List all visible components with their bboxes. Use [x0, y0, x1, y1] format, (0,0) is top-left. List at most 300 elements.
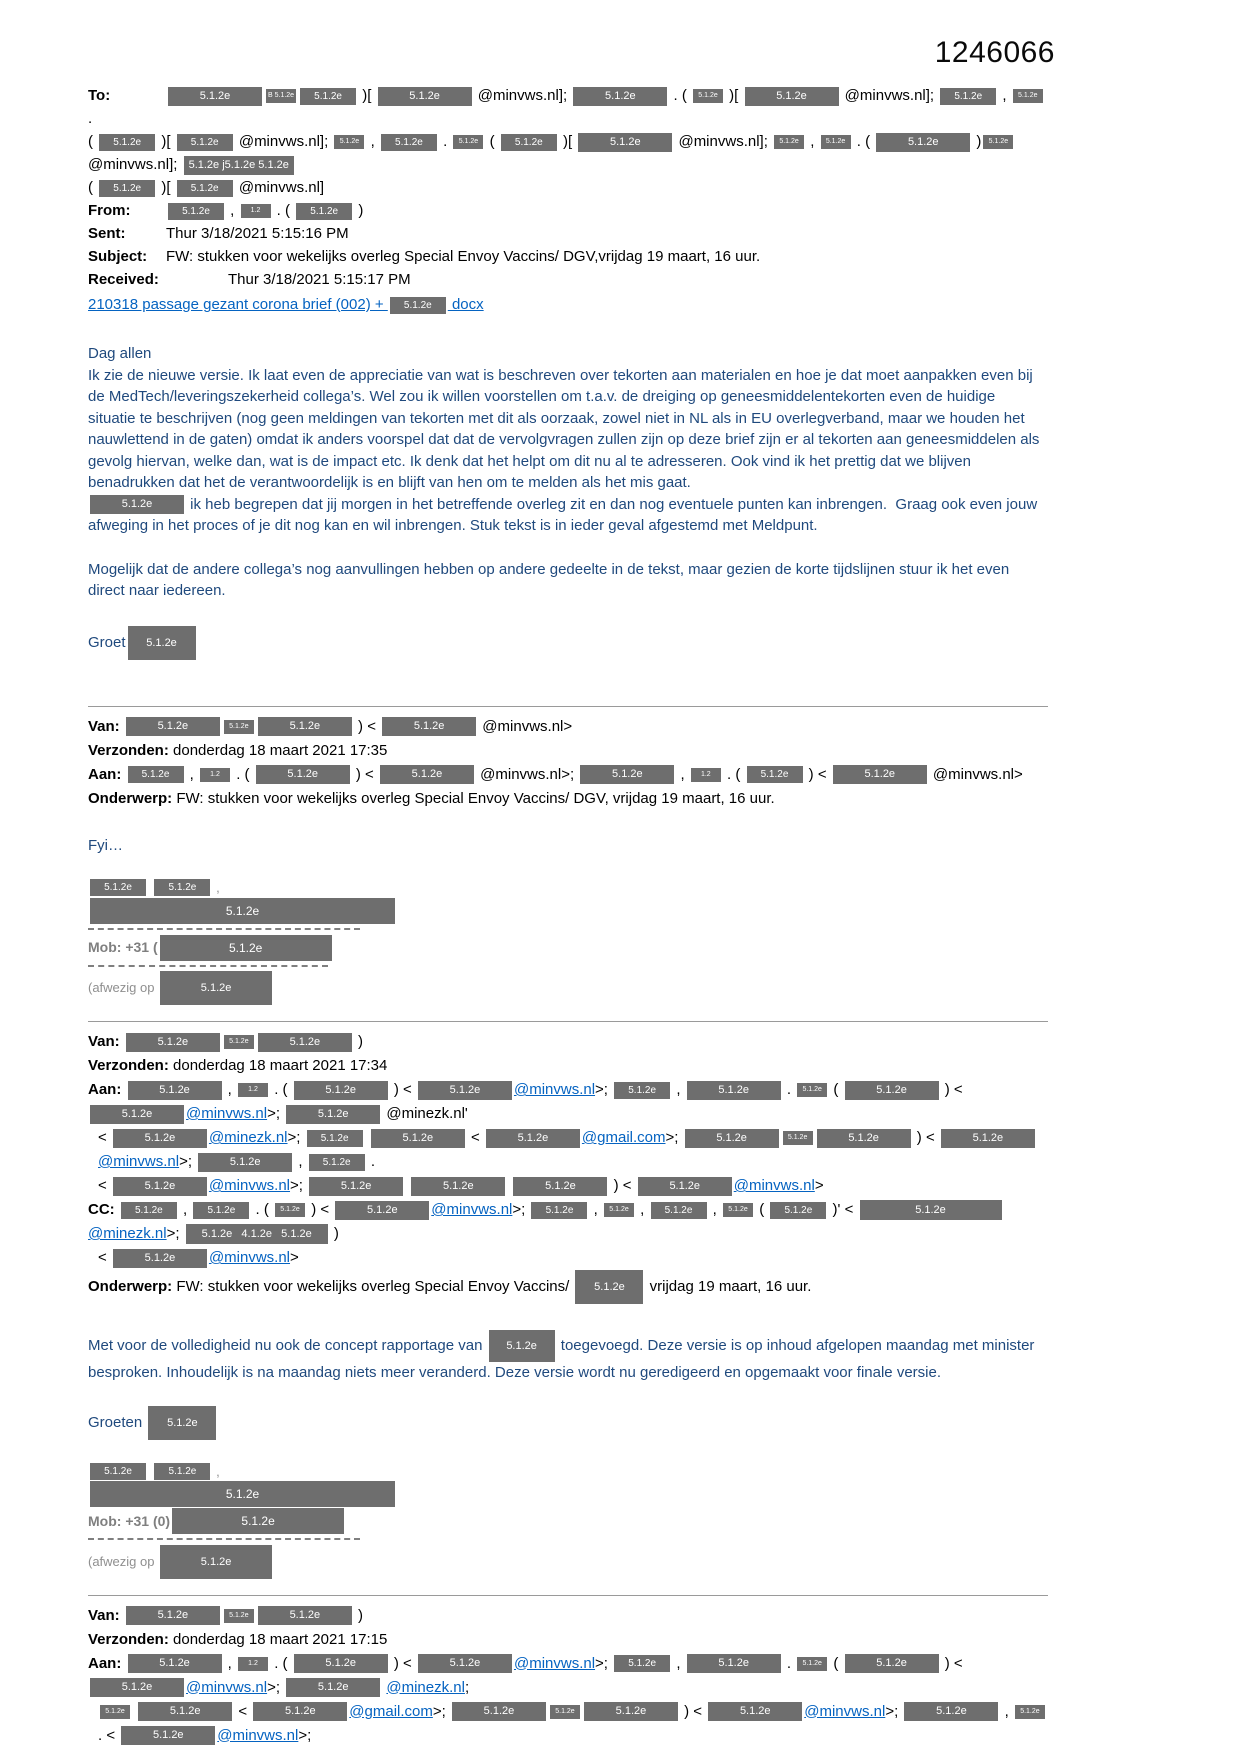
redaction-box: 5.1.2e: [224, 1609, 254, 1623]
redaction-box: 5.1.2e: [876, 133, 970, 152]
text-run: .: [366, 1153, 376, 1170]
subject-row: [88, 245, 1048, 268]
redaction-box: 5.1.2e: [168, 87, 262, 106]
text-run: )[: [725, 87, 743, 104]
verzonden-label: Verzonden:: [88, 1057, 169, 1074]
text-run: ,: [998, 87, 1011, 104]
redaction-box: 5.1.2e: [307, 1130, 363, 1147]
text-run: ,: [223, 1081, 237, 1098]
redaction-box: 5.1.2e: [154, 879, 210, 896]
redaction-box: 5.1.2e: [578, 133, 672, 152]
aan-value: [126, 766, 1023, 783]
signature-text: ,: [212, 880, 220, 895]
to-row: [88, 84, 1048, 130]
received-value: Thur 3/18/2021 5:15:17 PM: [228, 271, 411, 288]
email-header: [88, 84, 1048, 317]
to-recipients-line-2: [88, 130, 1048, 176]
redaction-box: 5.1.2e: [573, 87, 667, 106]
text-run: vrijdag 19 maart, 16 uur.: [645, 1277, 812, 1295]
text-run: >;: [885, 1702, 903, 1720]
redaction-box: 5.1.2e: [817, 1129, 911, 1148]
redaction-box: 5.1.2e: [193, 1202, 249, 1219]
text-run: 210318 passage gezant corona brief (002) +: [88, 296, 388, 313]
text-run: ) <: [609, 1177, 636, 1194]
redaction-box: 5.1.2e: [604, 1203, 634, 1217]
aan-recipients-line-2: [88, 1126, 1048, 1174]
text-run: ,: [672, 1654, 685, 1672]
redaction-box: 5.1.2e: [258, 1033, 352, 1052]
text-run: >: [814, 1177, 824, 1194]
text-run: >;: [665, 1129, 683, 1146]
cc-recipients-line-1: [88, 1201, 1008, 1242]
text-run: ,: [1000, 1702, 1013, 1720]
redaction-box: 5.1.2e: [380, 765, 474, 784]
redaction-box: 5.1.2e: [983, 135, 1013, 149]
text-run: toegevoegd. Deze versie is op inhoud afgelopen maandag met minister besproken. Inhoudelijk is na maandag niets meer veranderd. Deze versie wordt nu geredigeerd en opgemaakt voor finale versie.: [88, 1336, 1039, 1381]
email-address-link[interactable]: @minvws.nl: [208, 1249, 291, 1266]
signature-absence-row: [88, 1545, 1048, 1579]
text-run: Groet: [88, 633, 126, 651]
email2-closing: [88, 1406, 1043, 1440]
separator: [88, 1021, 1048, 1022]
redaction-box: 5.1.2e: [309, 1154, 365, 1171]
aan-row: [88, 763, 1048, 787]
paragraph-3: Mogelijk dat de andere collega’s nog aanvullingen hebben op andere gedeelte in de tekst, maar gezien de korte tijdslijnen stuur ik het even direct naar iedereen.: [88, 560, 1010, 599]
cc-label: CC:: [88, 1201, 115, 1218]
aan-recipients-line-2: [88, 1700, 1052, 1748]
text-run: ) <: [940, 1081, 967, 1098]
redaction-box: 5.1.2e: [177, 134, 233, 151]
to-recipients-line-1: [88, 87, 1049, 127]
redaction-box: 5.1.2e: [531, 1202, 587, 1219]
text-run: . (: [232, 765, 254, 783]
text-run: [365, 1129, 369, 1146]
onderwerp-label: Onderwerp:: [88, 789, 173, 807]
dashed-divider: [88, 1538, 360, 1540]
redaction-box: 5.1.2e: [90, 495, 184, 514]
redaction-box: 5.1.2e: [286, 1105, 380, 1124]
text-run: ) <: [940, 1654, 967, 1672]
verzonden-value: donderdag 18 maart 2021 17:34: [173, 1057, 388, 1074]
redaction-box: 5.1.2e: [390, 297, 446, 314]
redaction-box: 5.1.2e: [168, 203, 224, 220]
email-address-link[interactable]: @minezk.nl: [386, 1678, 465, 1696]
redaction-box: 5.1.2e: [833, 765, 927, 784]
to-label: To:: [88, 87, 111, 104]
text-run: .: [438, 133, 452, 150]
redaction-box: 1.2: [241, 204, 271, 218]
redaction-box: 5.1.2e: [770, 1202, 826, 1219]
text-run: <: [98, 1249, 111, 1266]
quoted-email-3: [88, 1604, 1052, 1748]
redaction-box: 5.1.2e: [747, 766, 803, 783]
signature-divider-dashed: [88, 1535, 1048, 1545]
van-label: Van:: [88, 717, 120, 735]
aan-recipients-line-1: [88, 1655, 967, 1696]
text-run: [1004, 1201, 1008, 1218]
email-document: [88, 84, 1052, 1748]
text-run: ): [329, 1225, 339, 1242]
text-run: . (: [852, 133, 875, 150]
text-run: ,: [636, 1201, 649, 1218]
aan-label: Aan:: [88, 765, 122, 783]
text-run: >;: [179, 1153, 197, 1170]
text-run: >;: [595, 1081, 613, 1098]
fyi-text: Fyi…: [88, 836, 123, 854]
signature-divider-dashed-2: [88, 961, 1048, 971]
text-run: . (: [251, 1201, 274, 1218]
text-run: [132, 1703, 136, 1720]
text-run: ): [353, 1606, 364, 1624]
text-run: <: [98, 1177, 111, 1194]
redaction-box: 5.1.2e: [172, 1508, 344, 1534]
redaction-box: 5.1.2e: [845, 1654, 939, 1673]
text-run: >;: [512, 1201, 530, 1218]
cc-row: [88, 1198, 1048, 1246]
email-address-link[interactable]: @minezk.nl: [88, 1225, 167, 1242]
redaction-box: 5.1.2e: [286, 1678, 380, 1697]
redaction-box: 5.1.2e: [121, 1202, 177, 1219]
signature-mobile-row: [88, 1508, 1048, 1535]
redaction-box: 5.1.2e: [513, 1177, 607, 1196]
redaction-box: 5.1.2e: [378, 87, 472, 106]
redaction-box: 5.1.2e: [100, 1705, 130, 1719]
text-run: >: [290, 1249, 299, 1266]
redaction-box: 5.1.2e: [90, 1481, 395, 1507]
text-run: )[: [358, 87, 376, 104]
redaction-box: 5.1.2e: [294, 1654, 388, 1673]
email-address-link[interactable]: @minezk.nl: [208, 1129, 288, 1146]
text-run: .: [782, 1654, 796, 1672]
van-row: [88, 1030, 1048, 1054]
email-address-link[interactable]: @minvws.nl: [804, 1702, 886, 1720]
attachment-link[interactable]: [88, 293, 484, 317]
text-run: >;: [290, 1177, 308, 1194]
text-run: .: [782, 1081, 796, 1098]
van-row: [88, 715, 1048, 739]
redaction-box: 5.1.2e: [113, 1129, 207, 1148]
signature-absence-row: [88, 971, 1048, 1005]
signature-divider-dashed: [88, 924, 1048, 934]
onderwerp-row: [88, 1270, 1048, 1304]
aan-label: Aan:: [88, 1654, 122, 1672]
redaction-box: 5.1.2e: [90, 1105, 184, 1124]
cc-recipients-line-2: [88, 1246, 1048, 1270]
redaction-box: 5.1.2e: [614, 1655, 670, 1672]
redaction-box: 5.1.2e: [418, 1654, 512, 1673]
redaction-box: 5.1.2e: [693, 89, 723, 103]
redaction-box: 5.1.2e: [160, 971, 272, 1005]
text-run: ): [354, 202, 364, 219]
verzonden-row: [88, 1054, 1048, 1078]
redaction-box: 5.1.2e: [90, 879, 146, 896]
aan-row: [88, 1078, 1048, 1126]
text-run: @minvws.nl>: [928, 765, 1023, 783]
redaction-box: 5.1.2e: [486, 1129, 580, 1148]
text-run: @minvws.nl];: [674, 133, 773, 150]
onderwerp-value: [176, 1278, 811, 1295]
email-address-link[interactable]: @minvws.nl: [217, 1726, 299, 1744]
email-address-link[interactable]: @minvws.nl: [98, 1153, 180, 1170]
text-run: @minvws.nl>;: [475, 765, 579, 783]
text-run: @minezk.nl': [382, 1105, 468, 1122]
redaction-box: 5.1.2e: [745, 87, 839, 106]
text-run: >;: [267, 1678, 285, 1696]
email-address-link[interactable]: @minvws.nl: [186, 1105, 268, 1122]
received-label: Received:: [88, 271, 159, 288]
redaction-box: 5.1.2e: [453, 135, 483, 149]
text-run: (: [88, 133, 98, 150]
signature-mobile-row: [88, 934, 1048, 961]
signature-title-bar: [88, 1481, 1048, 1508]
redaction-box: 5.1.2e j5.1.2e 5.1.2e: [184, 156, 294, 175]
text-run: . (: [272, 202, 295, 219]
redaction-box: 5.1.2e: [126, 717, 220, 736]
redaction-box: 5.1.2e: [860, 1200, 1002, 1220]
text-run: (: [829, 1081, 843, 1098]
redaction-box: 5.1.2e: [121, 1726, 215, 1745]
signature-block-2: [88, 1458, 1048, 1579]
redaction-box: 5.1.2e: [382, 717, 476, 736]
verzonden-value: donderdag 18 maart 2021 17:15: [173, 1630, 388, 1648]
text-run: ) <: [351, 765, 378, 783]
redaction-box: 1.2: [691, 768, 721, 782]
separator: [88, 706, 1048, 707]
email2-body: [88, 1330, 1043, 1384]
onderwerp-value: FW: stukken voor wekelijks overleg Special Envoy Vaccins/ DGV, vrijdag 19 maart, 16 uur.: [176, 789, 775, 807]
received-row: [88, 268, 1048, 291]
text-run: )[: [157, 133, 175, 150]
redaction-box: 5.1.2e: [258, 717, 352, 736]
email-address-link[interactable]: @minvws.nl: [208, 1177, 291, 1194]
text-run: ) <: [912, 1129, 939, 1146]
redaction-box: 5.1.2e: [941, 1129, 1035, 1148]
redaction-box: 5.1.2e: [154, 1463, 210, 1480]
text-run: . (: [669, 87, 691, 104]
dashed-divider: [88, 928, 360, 930]
text-run: >;: [298, 1726, 312, 1744]
greeting: Dag allen: [88, 345, 152, 362]
text-run: ): [972, 133, 982, 150]
text-run: [148, 879, 152, 896]
signature-title-bar: [88, 897, 1048, 924]
redaction-box: 5.1.2e: [126, 1033, 220, 1052]
text-run: ,: [806, 133, 819, 150]
text-run: @minvws.nl]: [234, 179, 325, 196]
email-address-link[interactable]: @gmail.com: [581, 1129, 666, 1146]
text-run: @minvws.nl];: [840, 87, 939, 104]
text-run: ,: [294, 1153, 307, 1170]
text-run: [507, 1177, 511, 1194]
text-run: [405, 1177, 409, 1194]
redaction-box: 5.1.2e: [113, 1177, 207, 1196]
redaction-box: 5.1.2e: [148, 1406, 216, 1440]
redaction-box: 5.1.2e: [296, 203, 352, 220]
subject-label: Subject:: [88, 248, 148, 265]
verzonden-row: [88, 1628, 1048, 1652]
separator: [88, 1595, 1048, 1596]
redaction-box: 1.2: [238, 1083, 268, 1097]
redaction-box: 5.1.2e: [198, 1153, 292, 1172]
verzonden-label: Verzonden:: [88, 1630, 169, 1648]
text-run: (: [485, 133, 499, 150]
text-run: . (: [722, 765, 745, 783]
signature-text: ,: [212, 1463, 220, 1479]
text-run: [148, 1463, 152, 1480]
text-run: .: [88, 87, 1049, 127]
text-run: @minvws.nl];: [473, 87, 572, 104]
text-run: ,: [185, 765, 199, 783]
van-row: [88, 1604, 1048, 1628]
redaction-box: 5.1.2e: [309, 1177, 403, 1196]
redaction-box: 5.1.2e: [550, 1705, 580, 1719]
redaction-box: 5.1.2e: [1015, 1705, 1045, 1719]
redaction-box: B 5.1.2e: [266, 89, 296, 103]
redaction-box: 5.1.2e: [99, 134, 155, 151]
from-row: [88, 199, 1048, 222]
aan-recipients-line-1: [88, 1081, 967, 1122]
verzonden-label: Verzonden:: [88, 741, 169, 759]
text-run: ik heb begrepen dat jij morgen in het betreffende overleg zit en dan nog eventuele punten kan inbrengen. Graag ook even jouw afweging in het proces of je dit nog kan en wil inbrengen. Stuk tekst is in ieder geval afgestemd met Meldpunt.: [88, 495, 1042, 534]
text-run: (: [88, 179, 98, 196]
redaction-box: 5.1.2e: [294, 1081, 388, 1100]
text-run: )[: [558, 133, 577, 150]
text-run: @minvws.nl>: [478, 717, 573, 735]
redaction-box: 5.1.2e: [300, 88, 356, 105]
signature-text: (afwezig op: [88, 980, 159, 996]
redaction-box: 5.1.2e: [940, 88, 996, 105]
to-recipients-line-3: [88, 176, 1048, 199]
closing-line: [88, 626, 1043, 660]
aan-label: Aan:: [88, 1081, 122, 1098]
redaction-box: 5.1.2e: [651, 1202, 707, 1219]
email-address-link[interactable]: @gmail.com: [349, 1702, 433, 1720]
document-number: 1246066: [934, 36, 1055, 69]
redaction-box: 5.1.2e: [113, 1249, 207, 1268]
email-address-link[interactable]: @minvws.nl: [186, 1678, 268, 1696]
text-run: <: [466, 1129, 484, 1146]
text-run: >;: [267, 1105, 285, 1122]
redaction-box: 1.2: [200, 768, 230, 782]
redaction-box: 5.1.2e: [614, 1082, 670, 1099]
verzonden-value: donderdag 18 maart 2021 17:35: [173, 741, 388, 759]
quoted-email-2: [88, 1030, 1048, 1579]
redaction-box: 5.1.2e 4.1.2e 5.1.2e: [186, 1224, 328, 1244]
van-value: [124, 718, 572, 735]
redaction-box: 1.2: [238, 1657, 268, 1671]
redaction-box: 5.1.2e: [584, 1702, 678, 1721]
redaction-box: 5.1.2e: [224, 720, 254, 734]
text-run: ,: [178, 1201, 192, 1218]
text-run: ) <: [307, 1201, 334, 1218]
text-run: . (: [270, 1081, 292, 1098]
redaction-box: 5.1.2e: [371, 1129, 465, 1148]
text-run: ) <: [353, 717, 381, 735]
aan-recipients-line-3: [88, 1174, 1048, 1198]
redaction-box: 5.1.2e: [128, 626, 196, 660]
redaction-box: 5.1.2e: [501, 134, 557, 151]
redaction-box: 5.1.2e: [687, 1081, 781, 1100]
paragraph-1: Ik zie de nieuwe versie. Ik laat even de appreciatie van wat is beschreven over tekorten aan materialen en hoe je dat moet aanpakken even bij de MedTech/leveringszekerheid collega’s. Wel zou ik willen voorstellen om t.a.v. de dreiging op geneesmiddelentekorten even de huidige situatie te beschrijven (nog geen meldingen van tekorten met dit als oorzaak, zowel niet in NL als in EU overlegverband, maar we houden het nauwlettend in de gaten) omdat ik anders voorspel dat dat de vervolgvragen zullen zijn op deze brief zijn er al tekorten aan geneesmiddelen als gevolg hiervan, welke dan, wat is de impact etc. Ik denk dat het helpt om dit nu al te adresseren. Ook vind ik het prettig dat we blijven benadrukken dat het de verantwoordelijk is en blijft van hen om te melden als het mis gaat.: [88, 366, 1040, 491]
sent-label: Sent:: [88, 225, 126, 242]
signature-text: (afwezig op: [88, 1553, 159, 1569]
text-run: ,: [226, 202, 239, 219]
redaction-box: 5.1.2e: [685, 1129, 779, 1148]
sent-row: [88, 222, 1048, 245]
redaction-box: 5.1.2e: [821, 135, 851, 149]
onderwerp-label: Onderwerp:: [88, 1277, 173, 1295]
redaction-box: 5.1.2e: [90, 1463, 146, 1480]
verzonden-row: [88, 739, 1048, 763]
email-address-link[interactable]: @minvws.nl: [513, 1081, 596, 1098]
subject-value: FW: stukken voor wekelijks overleg Special Envoy Vaccins/ DGV,vrijdag 19 maart, 16 uur.: [166, 248, 761, 265]
text-run: Groeten: [88, 1413, 147, 1431]
paragraph-2: [88, 494, 1043, 537]
text-run: >;: [432, 1702, 450, 1720]
redaction-box: 5.1.2e: [160, 935, 332, 961]
redaction-box: 5.1.2e: [128, 1654, 222, 1673]
redaction-box: 5.1.2e: [575, 1270, 643, 1304]
email-address-link[interactable]: @minvws.nl: [431, 1201, 513, 1218]
redaction-box: 5.1.2e: [126, 1606, 220, 1625]
redaction-box: 5.1.2e: [381, 134, 437, 151]
aan-row: [88, 1652, 1048, 1700]
redaction-box: 5.1.2e: [224, 1035, 254, 1049]
text-run: )[: [157, 179, 175, 196]
redaction-box: 5.1.2e: [253, 1702, 347, 1721]
redaction-box: 5.1.2e: [138, 1702, 232, 1721]
redaction-box: 5.1.2e: [128, 1081, 222, 1100]
redaction-box: 5.1.2e: [335, 1201, 429, 1220]
redaction-box: 5.1.2e: [797, 1657, 827, 1671]
van-value: [124, 1607, 363, 1624]
text-run: ,: [366, 133, 379, 150]
sent-value: Thur 3/18/2021 5:15:16 PM: [166, 225, 349, 242]
redaction-box: 5.1.2e: [90, 898, 395, 924]
van-label: Van:: [88, 1606, 120, 1624]
redaction-box: 5.1.2e: [160, 1545, 272, 1579]
redaction-box: 5.1.2e: [177, 180, 233, 197]
van-value: [124, 1033, 363, 1050]
redaction-box: 5.1.2e: [1013, 89, 1043, 103]
redaction-box: 5.1.2e: [128, 766, 184, 783]
redaction-box: 5.1.2e: [99, 180, 155, 197]
text-run: <: [98, 1129, 111, 1146]
email-address-link[interactable]: @minvws.nl: [513, 1654, 596, 1672]
redaction-box: 5.1.2e: [418, 1081, 512, 1100]
from-label: From:: [88, 202, 131, 219]
signature-text: Mob: +31 (: [88, 939, 158, 955]
text-run: . (: [270, 1654, 292, 1672]
redaction-box: 5.1.2e: [774, 135, 804, 149]
redaction-box: 5.1.2e: [904, 1702, 998, 1721]
redaction-box: 5.1.2e: [783, 1131, 813, 1145]
van-label: Van:: [88, 1033, 120, 1050]
redaction-box: 5.1.2e: [687, 1654, 781, 1673]
text-run: (: [829, 1654, 843, 1672]
redaction-box: 5.1.2e: [334, 135, 364, 149]
text-run: ,: [676, 765, 689, 783]
redaction-box: 5.1.2e: [258, 1606, 352, 1625]
redaction-box: 5.1.2e: [708, 1702, 802, 1721]
text-run: . <: [98, 1702, 1052, 1744]
signature-block-1: [88, 874, 1048, 1005]
text-run: ) <: [389, 1654, 416, 1672]
email-address-link[interactable]: @minvws.nl: [733, 1177, 815, 1194]
text-run: >;: [595, 1654, 613, 1672]
redaction-box: 5.1.2e: [845, 1081, 939, 1100]
redaction-box: 5.1.2e: [275, 1203, 305, 1217]
